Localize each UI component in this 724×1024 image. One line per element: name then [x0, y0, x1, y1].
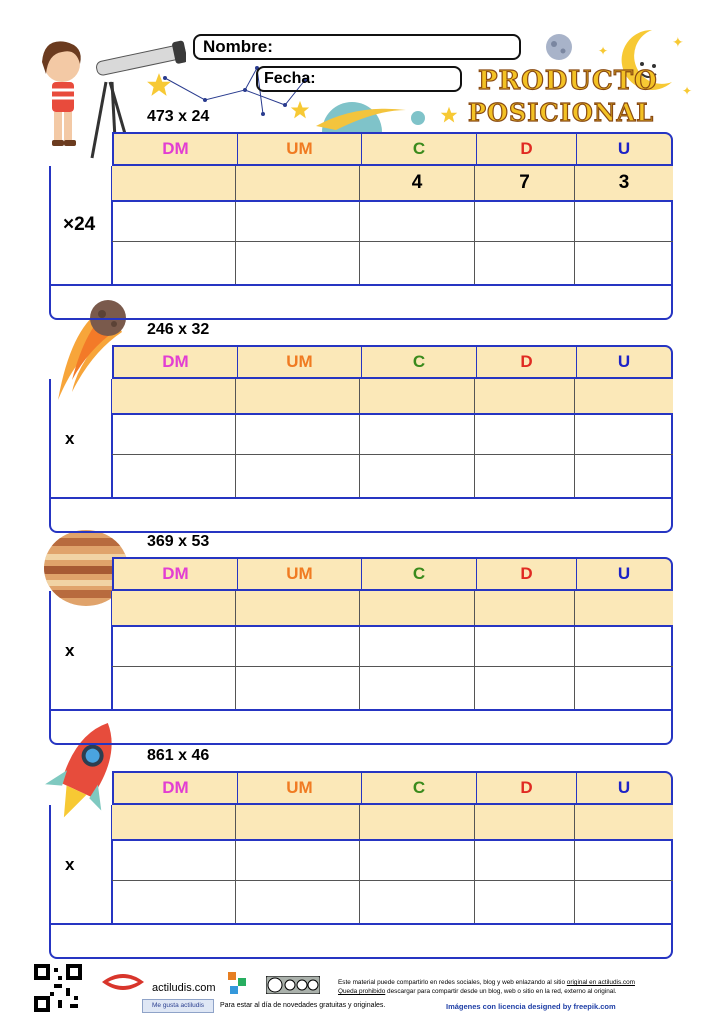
multiplier-label: x: [65, 855, 75, 874]
answer-cell[interactable]: [575, 455, 673, 497]
column-c: C: [362, 559, 477, 589]
answer-cell[interactable]: [236, 455, 360, 497]
answer-cell[interactable]: [475, 202, 575, 241]
place-value-header: [112, 557, 673, 591]
creative-commons-icon: [266, 976, 320, 994]
answer-cell[interactable]: [575, 202, 673, 241]
partial-product-row: [112, 881, 673, 923]
partial-product-row: [112, 627, 673, 667]
column-c: C: [362, 347, 477, 377]
answer-cell[interactable]: [475, 627, 575, 666]
operation-label: 369 x 53: [147, 533, 210, 550]
newsletter-text: Para estar al día de novedades gratuitas y originales.: [220, 1002, 386, 1009]
column-u: U: [617, 564, 631, 583]
multiplicand-row: [112, 805, 673, 841]
multiplier-cell: [51, 591, 113, 709]
answer-cell[interactable]: [475, 841, 575, 880]
page-title-line1: PRODUCTO: [478, 66, 658, 96]
partial-product-row: [112, 841, 673, 881]
images-license[interactable]: Imágenes con licencia designed by freepik.com: [446, 1002, 616, 1011]
answer-cell[interactable]: [360, 627, 475, 666]
sparkle-icon: ✦: [672, 34, 684, 50]
multiplier-cell: [51, 805, 113, 923]
column-um: UM: [238, 559, 362, 589]
site-link[interactable]: actiludis.com: [152, 982, 216, 994]
operation-label: 473 x 24: [147, 108, 210, 125]
license-prohibited: Queda prohibido: [338, 988, 386, 995]
place-value-header: [112, 132, 673, 166]
digit-cell[interactable]: [236, 166, 360, 200]
answer-cell[interactable]: [112, 242, 236, 284]
answer-cell[interactable]: [575, 881, 673, 923]
partial-product-row: [112, 667, 673, 709]
page-title-line2: POSICIONAL: [468, 98, 655, 127]
answer-cell[interactable]: [475, 667, 575, 709]
answer-cell[interactable]: [475, 242, 575, 284]
answer-cell[interactable]: [575, 415, 673, 454]
multiplier-label: x: [65, 429, 75, 448]
answer-cell[interactable]: [360, 881, 475, 923]
planet-icon: [316, 96, 412, 132]
multiplier-cell: [51, 166, 113, 284]
column-dm: DM: [114, 347, 238, 377]
answer-cell[interactable]: [112, 415, 236, 454]
answer-cell[interactable]: [360, 242, 475, 284]
sparkle-icon: ✦: [682, 84, 693, 98]
digit-cell[interactable]: [575, 591, 673, 625]
column-c: C: [362, 134, 477, 164]
column-um: UM: [238, 134, 362, 164]
multiplier-label: x: [65, 641, 75, 660]
multiplicand-row: [112, 166, 673, 202]
moon-icon: [544, 32, 574, 62]
column-u: U: [617, 352, 631, 371]
partial-product-row: [112, 455, 673, 497]
answer-cell[interactable]: [112, 455, 236, 497]
date-label: Fecha:: [264, 70, 316, 87]
column-c: C: [362, 773, 477, 803]
column-dm: DM: [114, 773, 238, 803]
column-d: D: [477, 559, 577, 589]
digit-cell[interactable]: [112, 591, 236, 625]
digit-cell[interactable]: [112, 379, 236, 413]
column-um: UM: [238, 347, 362, 377]
license-text: Este material puede compartirlo en redes sociales, blog y web enlazando al sitio: [338, 979, 565, 986]
digit-cell[interactable]: 3: [618, 172, 630, 193]
exercise-block: [49, 321, 675, 535]
exercise-block: [49, 533, 675, 747]
answer-cell[interactable]: [360, 841, 475, 880]
column-u: U: [617, 139, 631, 158]
answer-cell[interactable]: [236, 881, 360, 923]
date-field[interactable]: [256, 66, 462, 92]
like-button[interactable]: Me gusta actiludis: [142, 999, 214, 1013]
answer-cell[interactable]: [360, 415, 475, 454]
operation-label: 861 x 46: [147, 747, 210, 764]
name-label: Nombre:: [203, 37, 273, 56]
digit-cell[interactable]: 7: [475, 166, 575, 200]
answer-cell[interactable]: [236, 242, 360, 284]
license-link[interactable]: original en actiludis.com: [566, 979, 635, 986]
small-planet-icon: [410, 110, 426, 126]
abn-logo-icon: [226, 970, 250, 998]
column-dm: DM: [114, 559, 238, 589]
answer-cell[interactable]: [475, 455, 575, 497]
answer-cell[interactable]: [236, 667, 360, 709]
place-value-header: [112, 345, 673, 379]
digit-cell[interactable]: [112, 805, 236, 839]
answer-cell[interactable]: [475, 415, 575, 454]
answer-cell[interactable]: [112, 667, 236, 709]
column-u: U: [617, 778, 631, 797]
answer-cell[interactable]: [236, 627, 360, 666]
exercise-block: [49, 747, 675, 961]
operation-label: 246 x 32: [147, 321, 210, 338]
column-d: D: [477, 773, 577, 803]
answer-cell[interactable]: [360, 455, 475, 497]
place-value-header: [112, 771, 673, 805]
answer-cell[interactable]: [575, 242, 673, 284]
answer-cell[interactable]: [236, 202, 360, 241]
answer-cell[interactable]: [236, 841, 360, 880]
answer-cell[interactable]: [112, 841, 236, 880]
answer-cell[interactable]: [112, 202, 236, 241]
answer-cell[interactable]: [236, 415, 360, 454]
digit-cell[interactable]: [475, 591, 575, 625]
digit-cell[interactable]: [360, 805, 475, 839]
column-dm: DM: [114, 134, 238, 164]
digit-cell[interactable]: 4: [360, 166, 475, 200]
column-d: D: [477, 347, 577, 377]
star-icon: [146, 72, 172, 98]
column-d: D: [477, 134, 577, 164]
answer-cell[interactable]: [575, 841, 673, 880]
answer-cell[interactable]: [360, 202, 475, 241]
multiplicand-row: [112, 379, 673, 415]
digit-cell[interactable]: [236, 591, 360, 625]
star-icon: [440, 106, 458, 124]
partial-product-row: [112, 415, 673, 455]
digit-cell[interactable]: [236, 379, 360, 413]
qr-code-icon[interactable]: [34, 964, 82, 1012]
actiludis-logo-icon: [98, 968, 148, 998]
partial-product-row: [112, 242, 673, 284]
digit-cell[interactable]: [575, 805, 673, 839]
answer-cell[interactable]: [575, 627, 673, 666]
column-um: UM: [238, 773, 362, 803]
digit-cell[interactable]: [236, 805, 360, 839]
answer-cell[interactable]: [112, 881, 236, 923]
partial-product-row: [112, 202, 673, 242]
answer-cell[interactable]: [475, 881, 575, 923]
answer-cell[interactable]: [575, 667, 673, 709]
star-icon: [290, 100, 310, 120]
multiplier-label: ×24: [63, 214, 96, 235]
footer: [0, 960, 724, 1024]
license-notice: [338, 978, 698, 996]
answer-cell[interactable]: [112, 627, 236, 666]
answer-cell[interactable]: [360, 667, 475, 709]
digit-cell[interactable]: [575, 379, 673, 413]
license-text: descargar para compartir desde un blog, web o sitio en la red, externo al original.: [387, 988, 617, 995]
multiplicand-row: [112, 591, 673, 627]
digit-cell[interactable]: [360, 591, 475, 625]
multiplier-cell: [51, 379, 113, 497]
name-field[interactable]: [193, 34, 521, 60]
sparkle-icon: ✦: [598, 44, 609, 58]
digit-cell[interactable]: [475, 379, 575, 413]
digit-cell[interactable]: [112, 166, 236, 200]
digit-cell[interactable]: [475, 805, 575, 839]
digit-cell[interactable]: [360, 379, 475, 413]
